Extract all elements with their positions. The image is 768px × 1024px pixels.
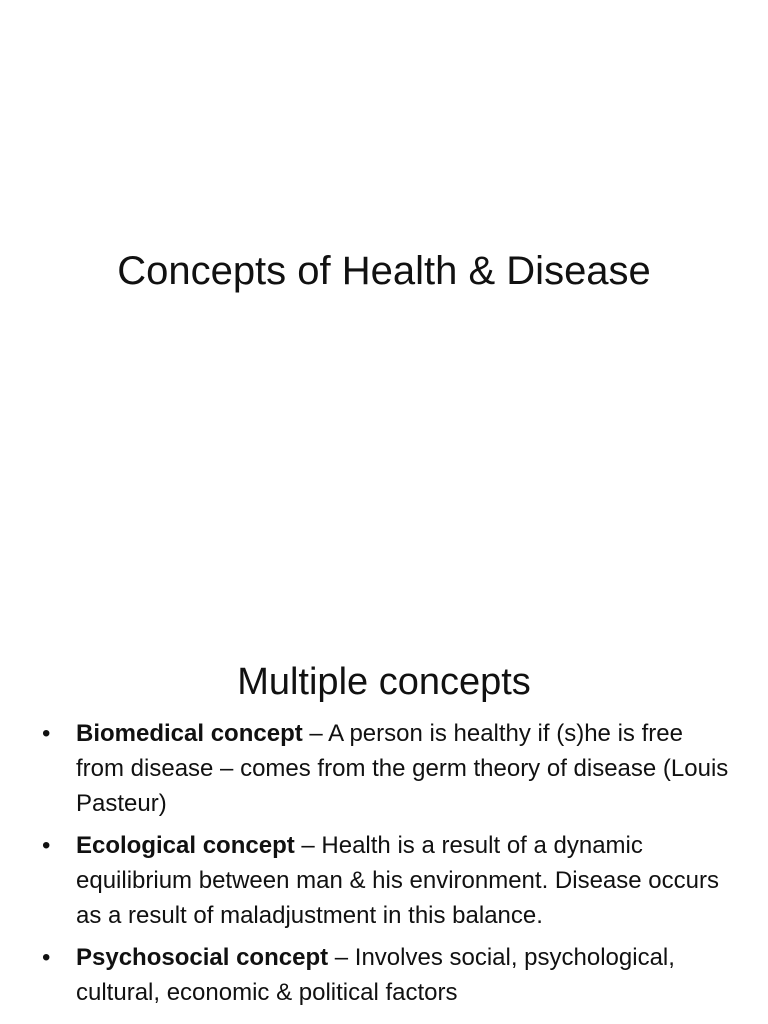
concept-term: Biomedical concept: [76, 720, 303, 747]
bullet-icon: •: [42, 832, 51, 859]
bullet-icon: •: [42, 720, 51, 747]
concept-description: – A person is healthy if (s)he is free from disease – comes from the germ theory of disease (Louis Pasteur): [76, 720, 729, 817]
list-item-psychosocial: [42, 940, 732, 1010]
bullet-icon: •: [42, 944, 51, 971]
slide-multiple-concepts: [0, 576, 768, 1024]
concept-list: [42, 716, 732, 1017]
slide-1-title: Concepts of Health & Disease: [117, 248, 651, 293]
concept-description: – Health is a result of a dynamic equilibrium between man & his environment. Disease occurs as a result of maladjustment in this balance.: [76, 832, 719, 929]
concept-term: Psychosocial concept: [76, 944, 329, 971]
list-item-biomedical: [42, 716, 732, 821]
slide-2-title: Multiple concepts: [237, 660, 531, 703]
concept-description: – Involves social, psychological, cultural, economic & political factors: [76, 944, 675, 1006]
list-item-ecological: [42, 828, 732, 933]
concept-term: Ecological concept: [76, 832, 295, 859]
